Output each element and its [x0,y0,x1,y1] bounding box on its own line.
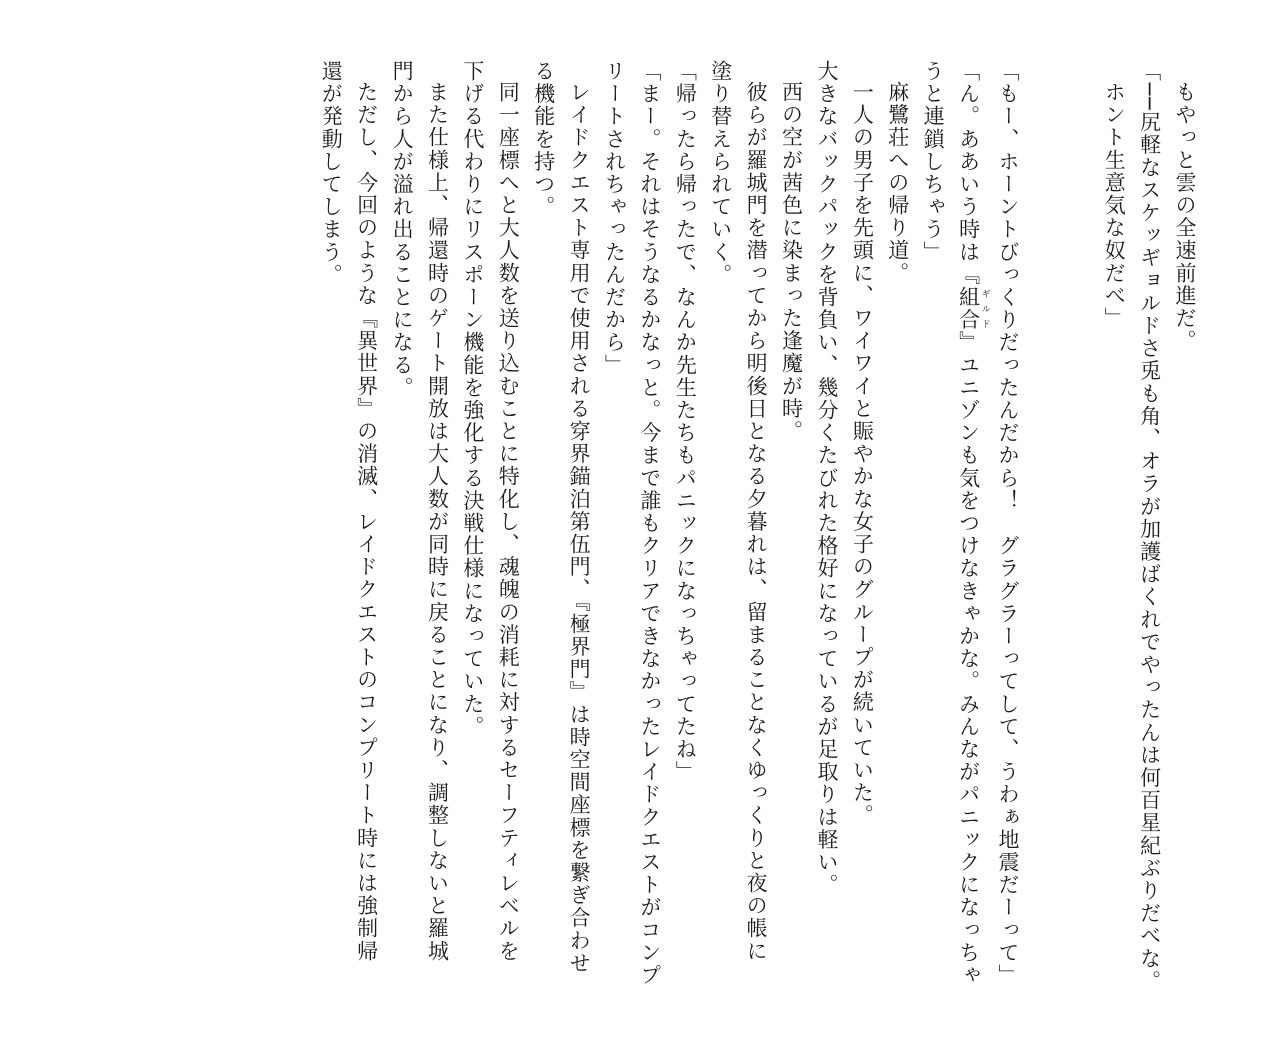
text-line: 西の空が茜色に染まった逢魔が時。 [779,81,804,443]
ruby-base: 組合 [956,286,981,332]
text-line: 「まー。それはそうなるかなっと。今まで誰もクリアできなかったレイドクエストがコンプ [637,60,662,987]
text-line: 門から人が溢れ出ることになる。 [390,60,415,399]
text-line: 彼らが羅城門を潜ってから明後日となる夕暮れは、留まることなくゆっくりと夜の帳に [744,81,769,963]
text-line: 大きなバックパックを背負い、幾分くたびれた格好になっているが足取りは軽い。 [814,60,839,897]
text-line: ただし、今回のような『異世界』の消滅、レイドクエストのコンプリート時には強制帰 [354,81,379,963]
text-line: 麻鷺荘への帰り道。 [885,81,910,285]
text-line: 「──尻軽なスケッギョルドさ兎も角、オラが加護ばくれでやったんは何百星紀ぶりだべな。 [1137,60,1162,993]
text-line: 塗り替えられていく。 [708,60,733,286]
text-line: 還が発動してしまう。 [319,60,344,286]
ruby-reading: ギルド [979,286,990,332]
text-line: 「帰ったら帰ったで、なんか先生たちもパニックになっちゃってたね」 [673,60,698,784]
text-line: うと連鎖しちゃう」 [921,60,946,264]
text-line-with-ruby [950,60,989,1040]
text-line: 「もー、ホーントびっくりだったんだから！ グラグラーってして、うわぁ地震だーって」 [995,60,1020,987]
text-line: もやっと雲の全速前進だ。 [1173,81,1197,353]
text-line: ホント生意気な奴だべ」 [1102,81,1127,330]
text-line: また仕様上、帰還時のゲート開放は大人数が同時に戻ることになり、調整しないと羅城 [425,81,450,963]
text-fragment: ユニゾンも気をつけなきゃかな。みんながパニックになっちゃ [956,353,981,987]
bracket-open: 『 [956,263,981,287]
ruby-annotation [956,286,990,332]
bracket-close: 』 [956,331,981,354]
text-line: 同一座標へと大人数を送り込むことに特化し、魂魄の消耗に対するセーフティレベルを [496,81,521,963]
text-line: 下げる代わりにリスポーン機能を強化する決戦仕様になっていた。 [460,60,485,738]
text-line: レイドクエスト専用で使用される穿界錨泊第伍門、『極界門』は時空間座標を繋ぎ合わせ [567,81,592,975]
text-fragment: 「ん。ああいう時は [956,60,981,264]
text-line: リートされちゃったんだから」 [602,60,627,377]
vertical-text-body [313,60,1202,1040]
text-line: る機能を持つ。 [531,60,556,219]
text-line: 一人の男子を先頭に、ワイワイと賑やかな女子のグループが続いていた。 [850,81,875,827]
